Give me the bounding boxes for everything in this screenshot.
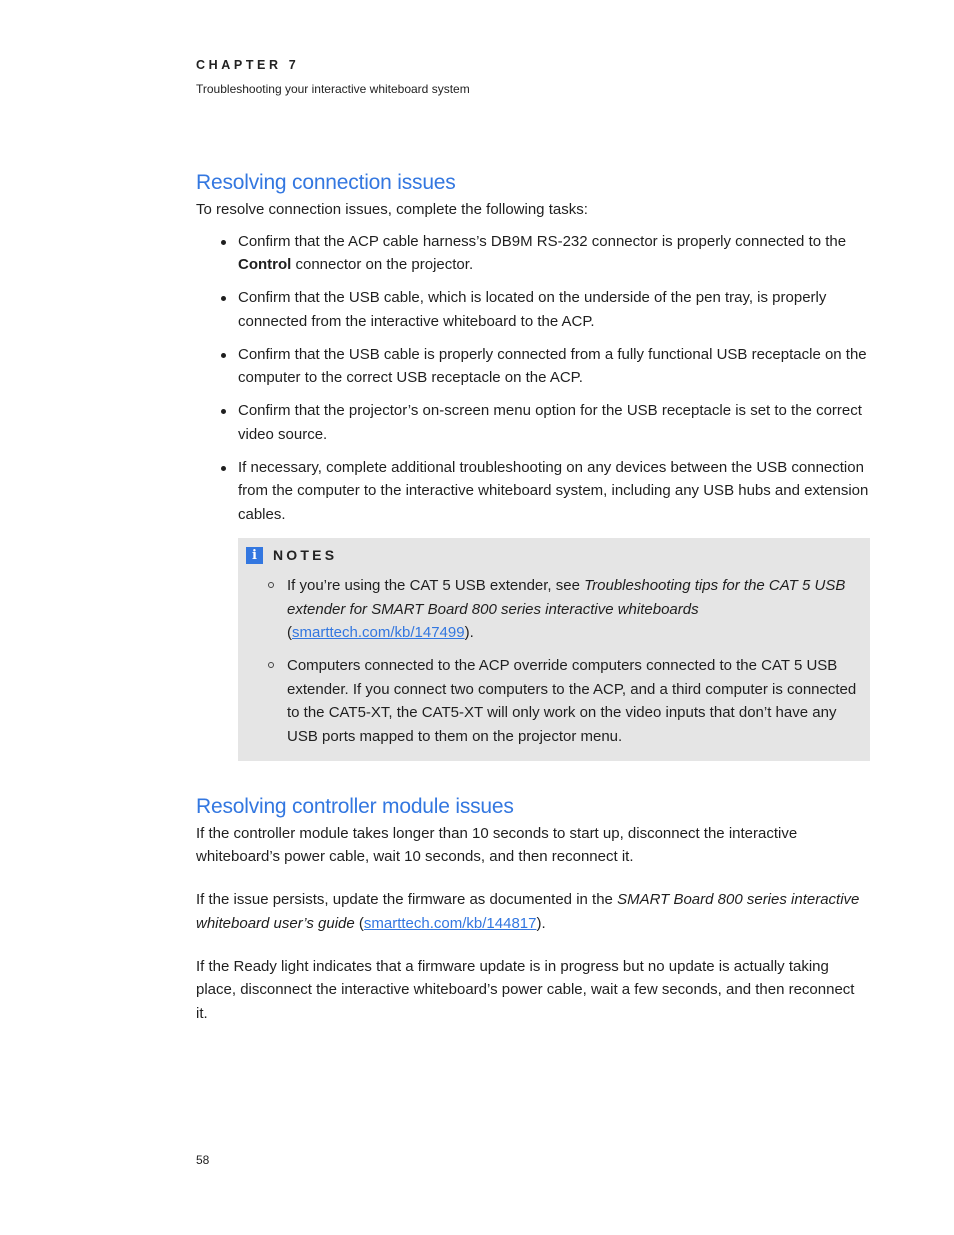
note-item: Computers connected to the ACP override computers connected to the CAT 5 USB extender. If you connect two computers to the ACP, and a third computer is connected to the CAT5-XT, the CAT5-XT will only work on the video inputs that don’t have any USB ports mapped to them on the projector menu. [287, 654, 864, 748]
kb-link-147499[interactable]: smarttech.com/kb/147499 [292, 624, 465, 641]
list-item-text: Confirm that the ACP cable harness’s DB9M RS-232 connector is properly connected to the [238, 232, 847, 250]
control-connector-label: Control [238, 256, 292, 273]
list-item: Confirm that the USB cable, which is located on the underside of the pen tray, is properly connected from the interactive whiteboard to the ACP. [238, 286, 870, 333]
note-text: If you’re using the CAT 5 USB extender, see [287, 577, 585, 594]
list-item: Confirm that the projector’s on-screen menu option for the USB receptacle is set to the correct video source. [238, 399, 870, 446]
section-heading-controller: Resolving controller module issues [196, 794, 514, 818]
section-intro: To resolve connection issues, complete the following tasks: [196, 201, 588, 218]
page-content [196, 170, 870, 1045]
task-list [196, 230, 870, 527]
page-number: 58 [196, 1153, 210, 1167]
document-title: SMART Board 800 series interactive whiteboard user’s guide [196, 891, 860, 932]
notes-box [238, 538, 870, 761]
list-item-text: connector on the projector. [291, 256, 474, 273]
paragraph-text: ). [536, 914, 546, 932]
notes-list [246, 574, 864, 748]
note-text: ( [287, 624, 292, 641]
chapter-subtitle: Troubleshooting your interactive whiteboard system [196, 82, 470, 96]
chapter-label: CHAPTER 7 [196, 58, 300, 72]
kb-link-144817[interactable]: smarttech.com/kb/144817 [363, 914, 537, 932]
paragraph-text: If the issue persists, update the firmware as documented in the [196, 891, 618, 908]
paragraph: If the Ready light indicates that a firmware update is in progress but no update is actually taking place, disconnect the interactive whiteboard’s power cable, wait a few seconds, and then reconnect it. [196, 957, 855, 1022]
section-heading-connection: Resolving connection issues [196, 171, 456, 194]
paragraph [196, 888, 870, 935]
document-title: Troubleshooting tips for the CAT 5 USB extender for SMART Board 800 series interactive whiteboards [287, 577, 846, 618]
paragraph: If the controller module takes longer than 10 seconds to start up, disconnect the interactive whiteboard’s power cable, wait 10 seconds, and then reconnect it. [196, 824, 798, 865]
list-item: If necessary, complete additional troubleshooting on any devices between the USB connection from the computer to the interactive whiteboard system, including any USB hubs and extension cables. [238, 456, 870, 527]
note-text: ). [464, 624, 474, 641]
note-item [287, 574, 864, 645]
paragraph-text: ( [354, 914, 364, 932]
list-item [238, 230, 870, 277]
info-icon: i [246, 547, 263, 564]
notes-title: NOTES [273, 547, 338, 563]
list-item: Confirm that the USB cable is properly connected from a fully functional USB receptacle on the computer to the correct USB receptacle on the ACP. [238, 343, 870, 390]
notes-header [246, 546, 864, 564]
